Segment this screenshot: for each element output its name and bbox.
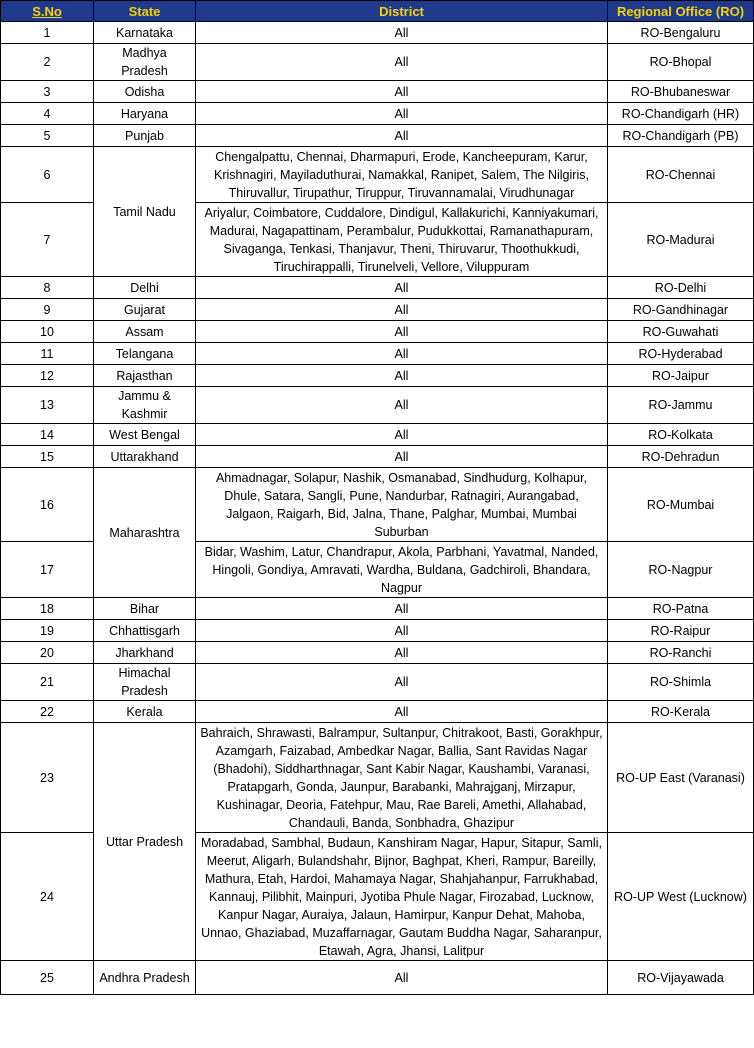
cell-sno: 13 — [1, 387, 94, 424]
table-row — [1, 961, 754, 995]
table-row — [1, 321, 754, 343]
cell-district: Ahmadnagar, Solapur, Nashik, Osmanabad, Sindhudurg, Kolhapur, Dhule, Satara, Sangli, Pune, Nandurbar, Ratnagiri, Aurangabad, Jalgaon, Raigarh, Bid, Jalna, Thane, Palghar, Mumbai, Mumbai Suburban — [196, 468, 608, 542]
cell-state: Kerala — [94, 701, 196, 723]
cell-sno: 14 — [1, 424, 94, 446]
cell-ro: RO-Bengaluru — [608, 22, 754, 44]
header-district: District — [196, 1, 608, 22]
cell-sno: 19 — [1, 620, 94, 642]
cell-sno: 17 — [1, 542, 94, 598]
cell-ro: RO-Delhi — [608, 277, 754, 299]
cell-sno: 8 — [1, 277, 94, 299]
cell-state: Himachal Pradesh — [94, 664, 196, 701]
cell-ro: RO-Patna — [608, 598, 754, 620]
cell-sno: 5 — [1, 125, 94, 147]
table-row — [1, 277, 754, 299]
cell-sno: 21 — [1, 664, 94, 701]
cell-sno: 1 — [1, 22, 94, 44]
cell-state: Uttar Pradesh — [94, 723, 196, 961]
cell-district: Ariyalur, Coimbatore, Cuddalore, Dindigul, Kallakurichi, Kanniyakumari, Madurai, Nagapattinam, Perambalur, Pudukkottai, Ramanathapuram, Sivaganga, Tenkasi, Thanjavur, Theni, Thiruvarur, Thoothukkudi, Tiruchirappalli, Tirunelveli, Vellore, Viluppuram — [196, 203, 608, 277]
cell-sno: 23 — [1, 723, 94, 833]
cell-district: All — [196, 125, 608, 147]
cell-district: All — [196, 961, 608, 995]
cell-district: All — [196, 103, 608, 125]
cell-ro: RO-Bhubaneswar — [608, 81, 754, 103]
cell-ro: RO-UP West (Lucknow) — [608, 833, 754, 961]
table-row — [1, 642, 754, 664]
cell-sno: 7 — [1, 203, 94, 277]
cell-ro: RO-UP East (Varanasi) — [608, 723, 754, 833]
cell-district: All — [196, 701, 608, 723]
cell-ro: RO-Chandigarh (PB) — [608, 125, 754, 147]
cell-sno: 18 — [1, 598, 94, 620]
cell-district: Bahraich, Shrawasti, Balrampur, Sultanpur, Chitrakoot, Basti, Gorakhpur, Azamgarh, Faizabad, Ambedkar Nagar, Ballia, Sant Ravidas Nagar (Bhadohi), Siddharthnagar, Sant Kabir Nagar, Kaushambi, Varanasi, Pratapgarh, Gonda, Jaunpur, Barabanki, Mahrajganj, Mirzapur, Kushinagar, Deoria, Fatehpur, Mau, Rae Bareli, Amethi, Allahabad, Chandauli, Banda, Sonbhadra, Ghazipur — [196, 723, 608, 833]
cell-ro: RO-Nagpur — [608, 542, 754, 598]
cell-district: All — [196, 424, 608, 446]
table-row — [1, 343, 754, 365]
cell-ro: RO-Kolkata — [608, 424, 754, 446]
cell-state: Rajasthan — [94, 365, 196, 387]
table-row — [1, 446, 754, 468]
table-row — [1, 620, 754, 642]
cell-state: Gujarat — [94, 299, 196, 321]
cell-state: Bihar — [94, 598, 196, 620]
cell-ro: RO-Mumbai — [608, 468, 754, 542]
cell-ro: RO-Chandigarh (HR) — [608, 103, 754, 125]
cell-ro: RO-Shimla — [608, 664, 754, 701]
cell-state: Assam — [94, 321, 196, 343]
cell-ro: RO-Jaipur — [608, 365, 754, 387]
cell-state: Punjab — [94, 125, 196, 147]
cell-sno: 25 — [1, 961, 94, 995]
cell-state: West Bengal — [94, 424, 196, 446]
cell-sno: 3 — [1, 81, 94, 103]
cell-sno: 15 — [1, 446, 94, 468]
cell-sno: 10 — [1, 321, 94, 343]
table-row — [1, 44, 754, 81]
cell-ro: RO-Hyderabad — [608, 343, 754, 365]
cell-district: All — [196, 664, 608, 701]
cell-ro: RO-Ranchi — [608, 642, 754, 664]
cell-district: All — [196, 446, 608, 468]
table-row — [1, 424, 754, 446]
table-row — [1, 365, 754, 387]
header-sno: S.No — [1, 1, 94, 22]
cell-district: All — [196, 343, 608, 365]
cell-sno: 24 — [1, 833, 94, 961]
cell-state: Uttarakhand — [94, 446, 196, 468]
cell-district: All — [196, 387, 608, 424]
table-row — [1, 147, 754, 203]
cell-district: All — [196, 642, 608, 664]
cell-ro: RO-Guwahati — [608, 321, 754, 343]
table-row — [1, 22, 754, 44]
cell-state: Tamil Nadu — [94, 147, 196, 277]
cell-district: Chengalpattu, Chennai, Dharmapuri, Erode, Kancheepuram, Karur, Krishnagiri, Mayiladuthurai, Namakkal, Ranipet, Salem, The Nilgiris, Thiruvallur, Tirupathur, Tiruppur, Tiruvannamalai, Virudhunagar — [196, 147, 608, 203]
cell-ro: RO-Vijayawada — [608, 961, 754, 995]
cell-ro: RO-Raipur — [608, 620, 754, 642]
cell-district: All — [196, 44, 608, 81]
table-row — [1, 387, 754, 424]
cell-district: All — [196, 81, 608, 103]
table-row — [1, 299, 754, 321]
cell-ro: RO-Madurai — [608, 203, 754, 277]
cell-state: Telangana — [94, 343, 196, 365]
cell-state: Jharkhand — [94, 642, 196, 664]
cell-sno: 4 — [1, 103, 94, 125]
cell-ro: RO-Kerala — [608, 701, 754, 723]
table-row — [1, 723, 754, 833]
header-state: State — [94, 1, 196, 22]
table-row — [1, 701, 754, 723]
cell-sno: 11 — [1, 343, 94, 365]
cell-state: Delhi — [94, 277, 196, 299]
cell-ro: RO-Chennai — [608, 147, 754, 203]
cell-district: All — [196, 321, 608, 343]
cell-state: Jammu & Kashmir — [94, 387, 196, 424]
cell-ro: RO-Jammu — [608, 387, 754, 424]
cell-sno: 16 — [1, 468, 94, 542]
table-row — [1, 468, 754, 542]
cell-ro: RO-Bhopal — [608, 44, 754, 81]
cell-district: All — [196, 365, 608, 387]
cell-district: All — [196, 22, 608, 44]
cell-sno: 6 — [1, 147, 94, 203]
cell-district: All — [196, 277, 608, 299]
header-row — [1, 1, 754, 22]
cell-district: All — [196, 299, 608, 321]
cell-state: Odisha — [94, 81, 196, 103]
cell-district: Moradabad, Sambhal, Budaun, Kanshiram Nagar, Hapur, Sitapur, Samli, Meerut, Aligarh, Bulandshahr, Bijnor, Baghpat, Kheri, Rampur, Bareilly, Mathura, Etah, Hardoi, Mahamaya Nagar, Shahjahanpur, Farrukhabad, Kannauj, Pilibhit, Mainpuri, Jyotiba Phule Nagar, Firozabad, Lucknow, Kanpur Nagar, Auraiya, Jalaun, Hamirpur, Kanpur Dehat, Mahoba, Unnao, Ghaziabad, Muzaffarnagar, Gautam Buddha Nagar, Saharanpur, Etawah, Agra, Jhansi, Lalitpur — [196, 833, 608, 961]
table-row — [1, 598, 754, 620]
cell-district: Bidar, Washim, Latur, Chandrapur, Akola, Parbhani, Yavatmal, Nanded, Hingoli, Gondiya, Amravati, Wardha, Buldana, Gadchiroli, Bhandara, Nagpur — [196, 542, 608, 598]
cell-state: Karnataka — [94, 22, 196, 44]
cell-state: Maharashtra — [94, 468, 196, 598]
table-row — [1, 125, 754, 147]
cell-ro: RO-Gandhinagar — [608, 299, 754, 321]
table-row — [1, 103, 754, 125]
cell-state: Chhattisgarh — [94, 620, 196, 642]
cell-sno: 12 — [1, 365, 94, 387]
cell-sno: 2 — [1, 44, 94, 81]
cell-sno: 9 — [1, 299, 94, 321]
cell-state: Madhya Pradesh — [94, 44, 196, 81]
cell-state: Andhra Pradesh — [94, 961, 196, 995]
cell-district: All — [196, 598, 608, 620]
cell-ro: RO-Dehradun — [608, 446, 754, 468]
table-row — [1, 81, 754, 103]
table-row — [1, 664, 754, 701]
cell-sno: 20 — [1, 642, 94, 664]
cell-state: Haryana — [94, 103, 196, 125]
header-ro: Regional Office (RO) — [608, 1, 754, 22]
cell-district: All — [196, 620, 608, 642]
cell-sno: 22 — [1, 701, 94, 723]
